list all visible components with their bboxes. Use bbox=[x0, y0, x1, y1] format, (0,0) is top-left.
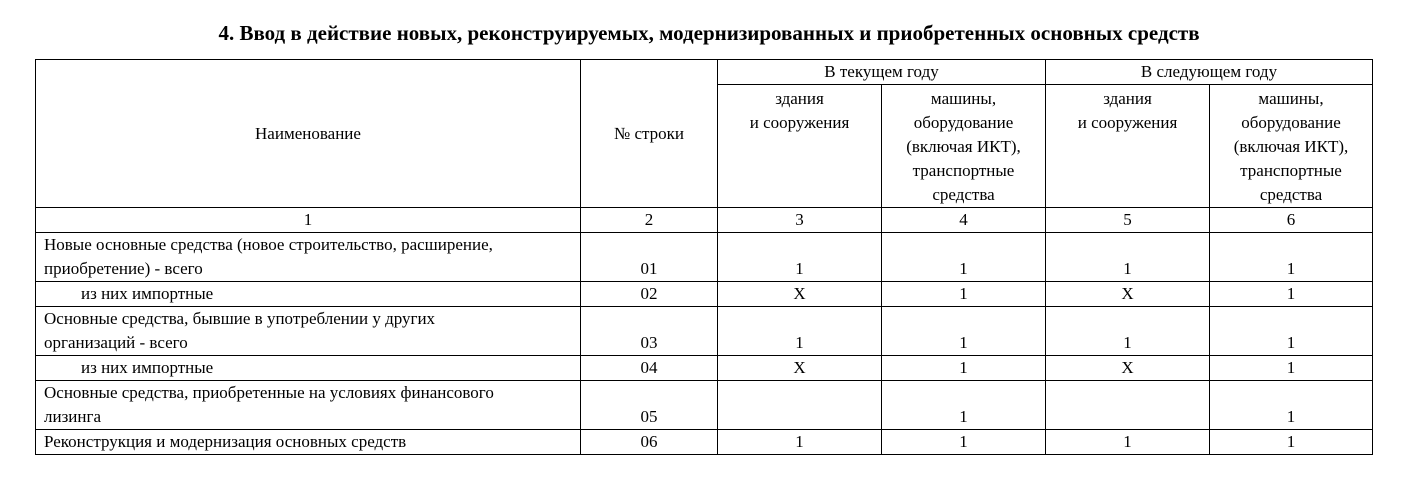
header-machines-line4: транспортные bbox=[1240, 161, 1342, 180]
row-code: 04 bbox=[581, 356, 718, 381]
column-number: 2 bbox=[581, 208, 718, 233]
column-number: 3 bbox=[718, 208, 882, 233]
row-label-line: Основные средства, бывшие в употреблении у других bbox=[44, 309, 436, 328]
row-label-line: организаций - всего bbox=[44, 333, 188, 352]
column-number: 5 bbox=[1046, 208, 1210, 233]
header-next-machines bbox=[1210, 85, 1373, 208]
header-buildings-line2: и сооружения bbox=[749, 113, 850, 132]
header-machines-line2: оборудование bbox=[913, 113, 1014, 132]
header-machines-line5: средства bbox=[932, 185, 995, 204]
header-row-groups bbox=[36, 60, 1373, 85]
cell-next-machines: 1 bbox=[1210, 356, 1373, 381]
cell-next-machines: 1 bbox=[1210, 430, 1373, 455]
header-buildings-line1: здания bbox=[1103, 89, 1152, 108]
row-label bbox=[36, 282, 581, 307]
cell-current-buildings: 1 bbox=[718, 430, 882, 455]
row-label-line: лизинга bbox=[44, 407, 102, 426]
header-machines-line5: средства bbox=[1259, 185, 1323, 204]
cell-next-buildings bbox=[1046, 381, 1210, 430]
header-next-buildings bbox=[1046, 85, 1210, 208]
row-label bbox=[36, 233, 581, 282]
header-machines-line4: транспортные bbox=[912, 161, 1015, 180]
header-machines-line1: машины, bbox=[930, 89, 997, 108]
row-label-line: из них импортные bbox=[81, 284, 214, 303]
cell-current-machines: 1 bbox=[882, 307, 1046, 356]
cell-current-buildings bbox=[718, 381, 882, 430]
header-row-number: № строки bbox=[581, 60, 718, 208]
cell-current-machines: 1 bbox=[882, 430, 1046, 455]
cell-current-buildings: 1 bbox=[718, 233, 882, 282]
row-code: 01 bbox=[581, 233, 718, 282]
column-number-row bbox=[36, 208, 1373, 233]
cell-next-buildings: 1 bbox=[1046, 307, 1210, 356]
header-next-year: В следующем году bbox=[1046, 60, 1373, 85]
row-label-line: из них импортные bbox=[81, 358, 214, 377]
cell-next-buildings: 1 bbox=[1046, 233, 1210, 282]
header-name: Наименование bbox=[36, 60, 581, 208]
fixed-assets-table bbox=[35, 59, 1373, 455]
row-label-line: Реконструкция и модернизация основных средств bbox=[44, 432, 407, 451]
header-buildings-line1: здания bbox=[775, 89, 824, 108]
header-current-year: В текущем году bbox=[718, 60, 1046, 85]
header-buildings-line2: и сооружения bbox=[1077, 113, 1178, 132]
table-row bbox=[36, 233, 1373, 282]
table-row bbox=[36, 282, 1373, 307]
row-label bbox=[36, 356, 581, 381]
row-label bbox=[36, 307, 581, 356]
table-row bbox=[36, 307, 1373, 356]
header-current-buildings bbox=[718, 85, 882, 208]
cell-current-machines: 1 bbox=[882, 233, 1046, 282]
table-row bbox=[36, 381, 1373, 430]
row-label-line: Новые основные средства (новое строительство, расширение, bbox=[44, 235, 493, 254]
cell-next-buildings: 1 bbox=[1046, 430, 1210, 455]
cell-next-machines: 1 bbox=[1210, 282, 1373, 307]
cell-current-buildings: 1 bbox=[718, 307, 882, 356]
column-number: 4 bbox=[882, 208, 1046, 233]
cell-current-machines: 1 bbox=[882, 356, 1046, 381]
cell-next-buildings: Х bbox=[1046, 282, 1210, 307]
cell-next-machines: 1 bbox=[1210, 307, 1373, 356]
table-row bbox=[36, 430, 1373, 455]
row-code: 03 bbox=[581, 307, 718, 356]
cell-next-buildings: Х bbox=[1046, 356, 1210, 381]
row-label bbox=[36, 381, 581, 430]
cell-current-machines: 1 bbox=[882, 381, 1046, 430]
header-machines-line3: (включая ИКТ), bbox=[906, 137, 1021, 156]
row-code: 02 bbox=[581, 282, 718, 307]
header-machines-line1: машины, bbox=[1258, 89, 1324, 108]
row-label-line: Основные средства, приобретенные на условиях финансового bbox=[44, 383, 494, 402]
cell-next-machines: 1 bbox=[1210, 233, 1373, 282]
cell-next-machines: 1 bbox=[1210, 381, 1373, 430]
cell-current-machines: 1 bbox=[882, 282, 1046, 307]
column-number: 1 bbox=[36, 208, 581, 233]
row-label bbox=[36, 430, 581, 455]
row-code: 05 bbox=[581, 381, 718, 430]
cell-current-buildings: Х bbox=[718, 356, 882, 381]
cell-current-buildings: Х bbox=[718, 282, 882, 307]
table-row bbox=[36, 356, 1373, 381]
header-current-machines bbox=[882, 85, 1046, 208]
header-machines-line3: (включая ИКТ), bbox=[1233, 137, 1349, 156]
header-machines-line2: оборудование bbox=[1241, 113, 1341, 132]
row-code: 06 bbox=[581, 430, 718, 455]
row-label-line: приобретение) - всего bbox=[44, 259, 203, 278]
page-title: 4. Ввод в действие новых, реконструируемых, модернизированных и приобретенных основных средств bbox=[218, 21, 1200, 45]
column-number: 6 bbox=[1210, 208, 1373, 233]
